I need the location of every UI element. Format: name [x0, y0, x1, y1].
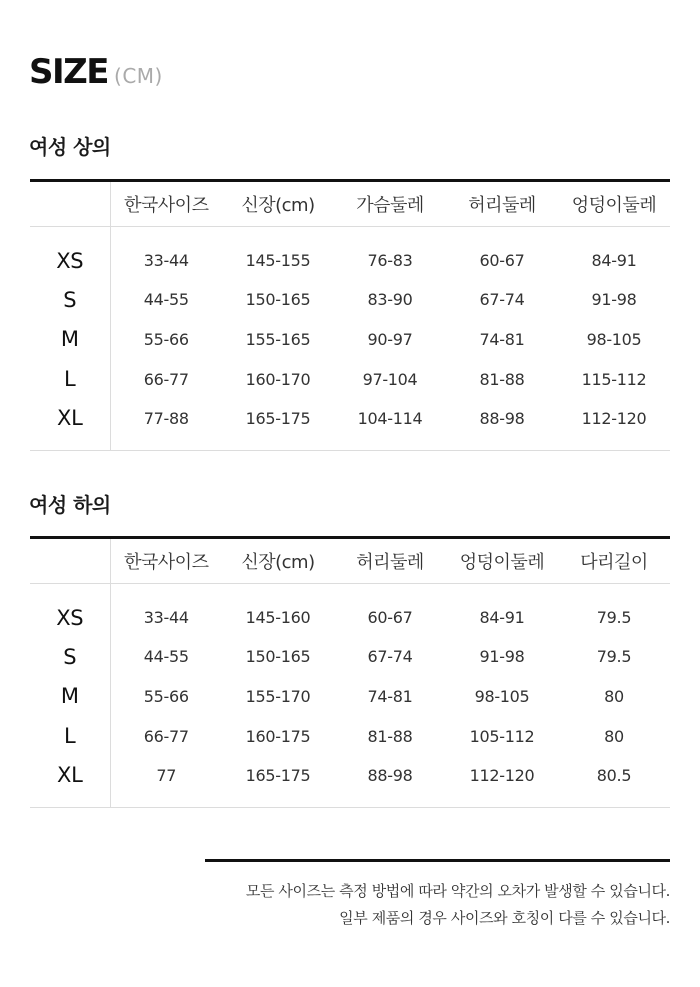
size-label: XL	[30, 756, 110, 808]
table-cell: 88-98	[334, 756, 446, 808]
table-cell: 91-98	[591, 290, 637, 310]
table-row	[30, 716, 670, 756]
size-label: XL	[30, 399, 110, 451]
table-cell: 150-165	[245, 290, 311, 310]
table-cell: 55-66	[143, 329, 189, 349]
size-label-header	[30, 181, 110, 227]
note-line: 모든 사이즈는 측정 방법에 따라 약간의 오차가 발생할 수 있습니다.	[245, 882, 670, 900]
table-row	[30, 227, 670, 281]
table-cell: 81-88	[479, 369, 525, 389]
table-cell: 115-112	[581, 369, 647, 389]
bottoms-heading: 여성 하의	[29, 493, 111, 517]
bottoms-size-table	[30, 536, 670, 808]
table-cell: 155-170	[245, 686, 311, 706]
table-cell: 104-114	[334, 399, 446, 451]
table-cell: 84-91	[591, 251, 637, 271]
column-header: 허리둘레	[334, 538, 446, 584]
size-label: M	[30, 677, 110, 717]
table-cell: 97-104	[362, 369, 418, 389]
table-cell: 67-74	[479, 290, 525, 310]
size-label: M	[30, 320, 110, 360]
table-cell: 67-74	[367, 647, 413, 667]
table-cell: 80	[604, 726, 624, 746]
column-header: 한국사이즈	[110, 538, 222, 584]
column-header: 다리길이	[558, 538, 670, 584]
note-line: 일부 제품의 경우 사이즈와 호칭이 다를 수 있습니다.	[339, 909, 670, 927]
table-cell: 150-165	[245, 647, 311, 667]
table-row	[30, 677, 670, 717]
table-cell: 112-120	[446, 756, 558, 808]
table-row	[30, 584, 670, 638]
table-cell: 84-91	[479, 608, 525, 628]
table-cell: 74-81	[479, 329, 525, 349]
page-title	[29, 52, 163, 92]
table-cell: 79.5	[596, 647, 632, 667]
table-cell: 90-97	[367, 329, 413, 349]
table-header-row	[30, 538, 670, 584]
table-cell: 165-175	[222, 756, 334, 808]
table-cell: 98-105	[586, 329, 642, 349]
tops-size-table	[30, 179, 670, 451]
notes-divider	[205, 859, 670, 862]
tops-heading: 여성 상의	[29, 135, 111, 159]
title-unit: (CM)	[114, 64, 163, 88]
table-row	[30, 359, 670, 399]
column-header: 엉덩이둘레	[446, 538, 558, 584]
table-cell: 44-55	[143, 290, 189, 310]
table-cell: 66-77	[143, 726, 189, 746]
size-label: XS	[30, 584, 110, 638]
table-row	[30, 756, 670, 808]
table-cell: 88-98	[446, 399, 558, 451]
table-cell: 66-77	[143, 369, 189, 389]
table-cell: 145-155	[245, 251, 311, 271]
table-cell: 79.5	[596, 608, 632, 628]
title-main: SIZE	[29, 52, 109, 92]
table-cell: 145-160	[245, 608, 311, 628]
table-cell: 74-81	[367, 686, 413, 706]
table-cell: 77-88	[110, 399, 222, 451]
column-header: 가슴둘레	[334, 181, 446, 227]
table-cell: 105-112	[469, 726, 535, 746]
table-row	[30, 637, 670, 677]
column-header: 엉덩이둘레	[558, 181, 670, 227]
table-row	[30, 399, 670, 451]
table-cell: 55-66	[143, 686, 189, 706]
size-label: XS	[30, 227, 110, 281]
table-row	[30, 280, 670, 320]
table-cell: 155-165	[245, 329, 311, 349]
table-cell: 98-105	[474, 686, 530, 706]
table-cell: 160-175	[245, 726, 311, 746]
table-cell: 83-90	[367, 290, 413, 310]
size-label: S	[30, 637, 110, 677]
table-cell: 80	[604, 686, 624, 706]
table-header-row	[30, 181, 670, 227]
column-header: 한국사이즈	[110, 181, 222, 227]
table-cell: 165-175	[222, 399, 334, 451]
table-cell: 160-170	[245, 369, 311, 389]
size-label: S	[30, 280, 110, 320]
table-row	[30, 320, 670, 360]
table-cell: 112-120	[558, 399, 670, 451]
column-header: 신장(cm)	[222, 538, 334, 584]
table-cell: 77	[110, 756, 222, 808]
column-header: 신장(cm)	[222, 181, 334, 227]
table-cell: 44-55	[143, 647, 189, 667]
size-label: L	[30, 359, 110, 399]
size-label-header	[30, 538, 110, 584]
table-cell: 80.5	[558, 756, 670, 808]
table-cell: 33-44	[143, 608, 189, 628]
table-cell: 81-88	[367, 726, 413, 746]
table-cell: 33-44	[143, 251, 189, 271]
size-label: L	[30, 716, 110, 756]
table-cell: 91-98	[479, 647, 525, 667]
table-cell: 60-67	[479, 251, 525, 271]
table-cell: 60-67	[367, 608, 413, 628]
column-header: 허리둘레	[446, 181, 558, 227]
table-cell: 76-83	[367, 251, 413, 271]
notes	[246, 878, 670, 932]
